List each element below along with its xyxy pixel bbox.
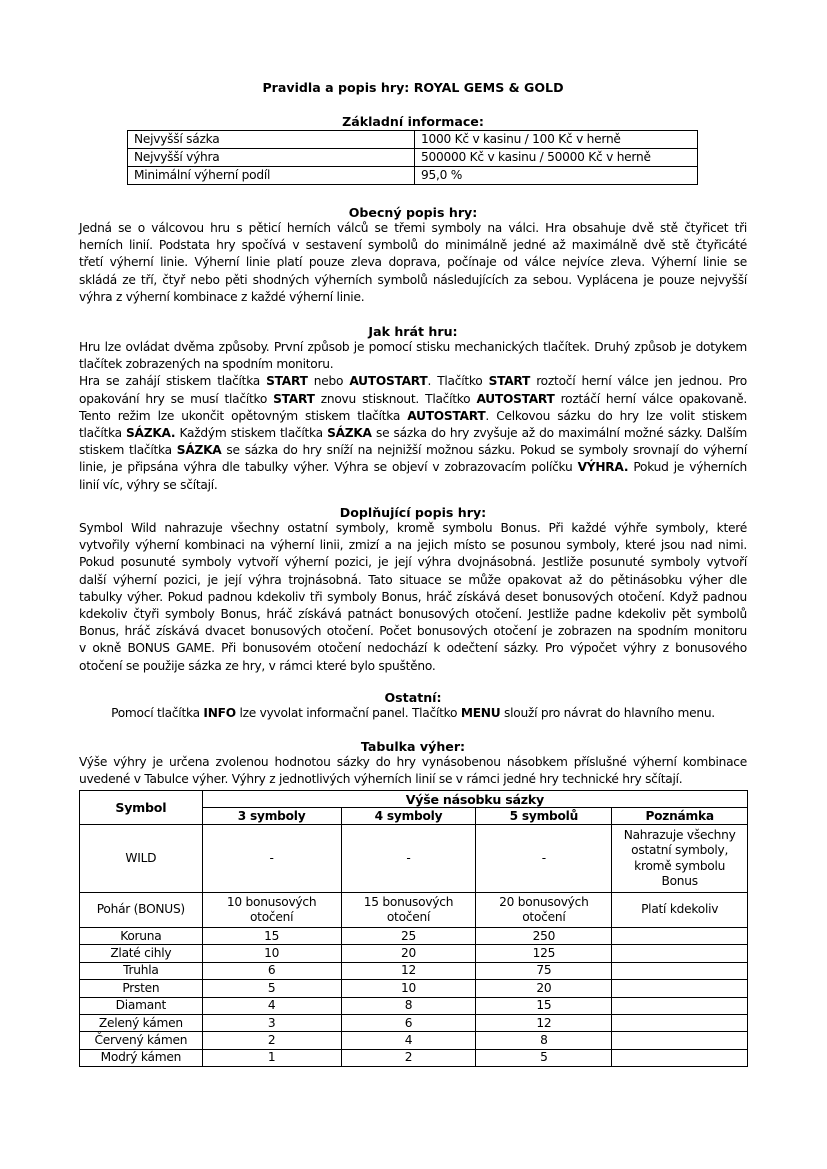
text-line: herních linií. Podstata hry spočívá v sestavení symbolů do minimálně jedné až maximálně dvě stě čtyřicáté xyxy=(79,238,747,253)
symbol-cell: Koruna xyxy=(80,928,203,945)
value-cell: 1 xyxy=(202,1049,341,1066)
symbol-cell: Zlaté cihly xyxy=(80,945,203,962)
text-line: skládá ze tří, čtyř nebo pěti shodných výherních symbolů následujících za sebou. Vyplácena je pouze nejvyšší xyxy=(79,272,747,287)
table-row xyxy=(80,980,748,997)
general-paragraph xyxy=(79,220,747,306)
symbol-cell: Pohár (BONUS) xyxy=(80,893,203,928)
note-cell xyxy=(612,928,748,945)
text-line: Hru lze ovládat dvěma způsoby. První způsob je pomocí stisku mechanických tlačítek. Druhý způsob je dotykem xyxy=(79,340,747,354)
text-line: výhra z výherní kombinace z každé výherní linie. xyxy=(79,289,365,304)
basic-info-table xyxy=(127,130,698,185)
text-line: stiskem tlačítka SÁZKA se sázka do hry sníží na nejnižší možnou sázku. Pokud se symboly srovnají do výherní xyxy=(79,443,747,458)
table-row xyxy=(80,1014,748,1031)
info-value: 500000 Kč v kasinu / 50000 Kč v herně xyxy=(415,149,698,167)
value-cell: 20 xyxy=(341,945,476,962)
text-line: tabulky výher. Pokud padnou kdekoliv tři symboly Bonus, hráč získává deset bonusových otočení. Když padnou xyxy=(79,589,747,604)
table-row xyxy=(128,149,698,167)
note-cell: Nahrazuje všechny ostatní symboly, kromě symbolu Bonus xyxy=(612,825,748,893)
note-cell xyxy=(612,997,748,1014)
value-cell: 6 xyxy=(341,1014,476,1031)
value-cell: 5 xyxy=(202,980,341,997)
basic-info-heading: Základní informace: xyxy=(342,114,484,129)
value-cell: 125 xyxy=(476,945,612,962)
text-line: Jedná se o válcovou hru s pěticí herních válců se třemi symboly na válci. Hra obsahuje dvě stě čtyřicet tři xyxy=(79,221,747,235)
note-cell xyxy=(612,962,748,979)
value-cell: 20 xyxy=(476,980,612,997)
symbol-cell: WILD xyxy=(80,825,203,893)
table-row xyxy=(80,945,748,962)
text-line: Výše výhry je určena zvolenou hodnotou sázky do hry vynásobenou násobkem příslušné výherní kombinace xyxy=(79,755,747,769)
info-label: Nejvyšší sázka xyxy=(128,131,415,149)
value-cell: - xyxy=(341,825,476,893)
paytable xyxy=(79,790,748,1067)
how-to-play-heading: Jak hrát hru: xyxy=(368,324,458,339)
additional-paragraph xyxy=(79,520,747,675)
text-line: linií víc, výhry se sčítají. xyxy=(79,477,218,492)
info-value: 1000 Kč v kasinu / 100 Kč v herně xyxy=(415,131,698,149)
info-label: Minimální výherní podíl xyxy=(128,167,415,185)
value-cell: 8 xyxy=(476,1032,612,1049)
note-cell xyxy=(612,945,748,962)
other-heading: Ostatní: xyxy=(384,690,442,705)
text-line: Pokud posunuté symboly vytvoří výherní pozici, je její výhra dvojnásobná. Jestliže posunuté symboly vytvoří xyxy=(79,555,747,570)
value-cell: 10 bonusových otočení xyxy=(202,893,341,928)
paytable-intro xyxy=(79,754,747,788)
table-row xyxy=(80,997,748,1014)
table-row xyxy=(80,825,748,893)
note-cell: Platí kdekoliv xyxy=(612,893,748,928)
text-line: Bonus, hráč získává dvacet bonusových otočení. Počet bonusových otočení je zobrazen na spodním monitoru xyxy=(79,624,747,639)
column-header: 4 symboly xyxy=(341,808,476,825)
start-button-label: START xyxy=(273,391,315,406)
start-button-label: START xyxy=(266,374,308,389)
value-cell: 8 xyxy=(341,997,476,1014)
value-cell: 4 xyxy=(341,1032,476,1049)
table-row xyxy=(80,928,748,945)
text-line: Symbol Wild nahrazuje všechny ostatní symboly, kromě symbolu Bonus. Při každé výhře symboly, které xyxy=(79,521,747,535)
value-cell: 12 xyxy=(341,962,476,979)
table-row xyxy=(128,131,698,149)
value-cell: - xyxy=(476,825,612,893)
value-cell: - xyxy=(202,825,341,893)
text-line: Pomocí tlačítka INFO lze vyvolat informační panel. Tlačítko MENU slouží pro návrat do hlavního menu. xyxy=(111,706,715,720)
symbol-cell: Červený kámen xyxy=(80,1032,203,1049)
bet-button-label: SÁZKA xyxy=(327,425,372,440)
symbol-cell: Zelený kámen xyxy=(80,1014,203,1031)
value-cell: 250 xyxy=(476,928,612,945)
value-cell: 6 xyxy=(202,962,341,979)
autostart-button-label: AUTOSTART xyxy=(349,374,428,389)
column-header: 5 symbolů xyxy=(476,808,612,825)
menu-button-label: MENU xyxy=(460,706,501,720)
text-line: otočení se použije sázka ze hry, v rámci které bylo spuštěno. xyxy=(79,658,436,673)
symbol-cell: Modrý kámen xyxy=(80,1049,203,1066)
value-cell: 25 xyxy=(341,928,476,945)
document-title: Pravidla a popis hry: ROYAL GEMS & GOLD xyxy=(262,80,564,95)
column-header: Poznámka xyxy=(612,808,748,825)
info-button-label: INFO xyxy=(203,706,236,720)
value-cell: 2 xyxy=(202,1032,341,1049)
autostart-button-label: AUTOSTART xyxy=(476,391,555,406)
symbol-cell: Truhla xyxy=(80,962,203,979)
value-cell: 4 xyxy=(202,997,341,1014)
bet-button-label: SÁZKA xyxy=(176,443,222,458)
text-line: linie, je připsána výhra dle tabulky výher. Výhra se objeví v zobrazovacím políčku VÝHRA. Pokud je výherních xyxy=(79,460,747,475)
column-header-symbol: Symbol xyxy=(80,791,203,825)
text-line: tlačítka SÁZKA. Každým stiskem tlačítka SÁZKA se sázka do hry zvyšuje až do maximální možné sázky. Dalším xyxy=(79,425,747,440)
value-cell: 20 bonusových otočení xyxy=(476,893,612,928)
text-line: uvedené v Tabulce výher. Výhry z jednotlivých výherních linií se v rámci jedné hry technické hry sčítají. xyxy=(79,772,683,787)
value-cell: 5 xyxy=(476,1049,612,1066)
text-line: Tento režim lze ukončit opětovným stiskem tlačítka AUTOSTART. Celkovou sázku do hry lze volit stiskem xyxy=(79,408,748,423)
note-cell xyxy=(612,1049,748,1066)
other-paragraph xyxy=(79,705,747,722)
autostart-button-label: AUTOSTART xyxy=(407,408,486,423)
paytable-heading: Tabulka výher: xyxy=(360,739,466,754)
note-cell xyxy=(612,1014,748,1031)
value-cell: 3 xyxy=(202,1014,341,1031)
start-button-label: START xyxy=(488,374,531,389)
text-line: tlačítek zobrazených na spodním monitoru. xyxy=(79,357,334,372)
symbol-cell: Diamant xyxy=(80,997,203,1014)
text-line: v okně BONUS GAME. Při bonusovém otočení nedochází k odečtení sázky. Pro výpočet výhry z bonusového xyxy=(79,641,747,656)
value-cell: 10 xyxy=(202,945,341,962)
info-label: Nejvyšší výhra xyxy=(128,149,415,167)
table-row xyxy=(128,167,698,185)
text-line: opakování hry se musí tlačítko START znovu stisknout. Tlačítko AUTOSTART roztáčí herní válce opakovaně. xyxy=(79,391,747,406)
table-row xyxy=(80,893,748,928)
symbol-cell: Prsten xyxy=(80,980,203,997)
column-group-header: Výše násobku sázky xyxy=(202,791,747,808)
text-line: kdekoliv čtyři symboly Bonus, hráč získává patnáct bonusových otočení. Jestliže padne kdekoliv pět symbolů xyxy=(79,606,747,621)
table-header-row xyxy=(80,791,748,808)
text-line: Hra se zahájí stiskem tlačítka START nebo AUTOSTART. Tlačítko START roztočí herní válce jen jednou. Pro xyxy=(79,374,747,389)
table-row xyxy=(80,1032,748,1049)
info-value: 95,0 % xyxy=(415,167,698,185)
how-to-play-paragraph xyxy=(79,339,747,494)
note-cell xyxy=(612,980,748,997)
value-cell: 2 xyxy=(341,1049,476,1066)
value-cell: 15 xyxy=(476,997,612,1014)
additional-heading: Doplňující popis hry: xyxy=(339,505,487,520)
general-heading: Obecný popis hry: xyxy=(348,205,478,220)
value-cell: 75 xyxy=(476,962,612,979)
column-header: 3 symboly xyxy=(202,808,341,825)
table-row xyxy=(80,1049,748,1066)
table-row xyxy=(80,962,748,979)
value-cell: 12 xyxy=(476,1014,612,1031)
value-cell: 15 bonusových otočení xyxy=(341,893,476,928)
text-line: třetí výherní linie. Výherní linie platí pouze zleva doprava, počínaje od válce nejvíce zleva. Výherní linie se xyxy=(79,255,747,270)
text-line: další výherní pozici, je její výhra trojnásobná. Tato situace se může opakovat až do pětinásobku výher dle xyxy=(79,572,747,587)
win-field-label: VÝHRA. xyxy=(577,460,629,475)
value-cell: 15 xyxy=(202,928,341,945)
text-line: vytvořily výherní kombinaci na výherní linii, zmizí a na jejich místo se posunou symboly, které jsou nad nimi. xyxy=(79,538,747,553)
value-cell: 10 xyxy=(341,980,476,997)
note-cell xyxy=(612,1032,748,1049)
bet-button-label: SÁZKA. xyxy=(126,425,176,440)
